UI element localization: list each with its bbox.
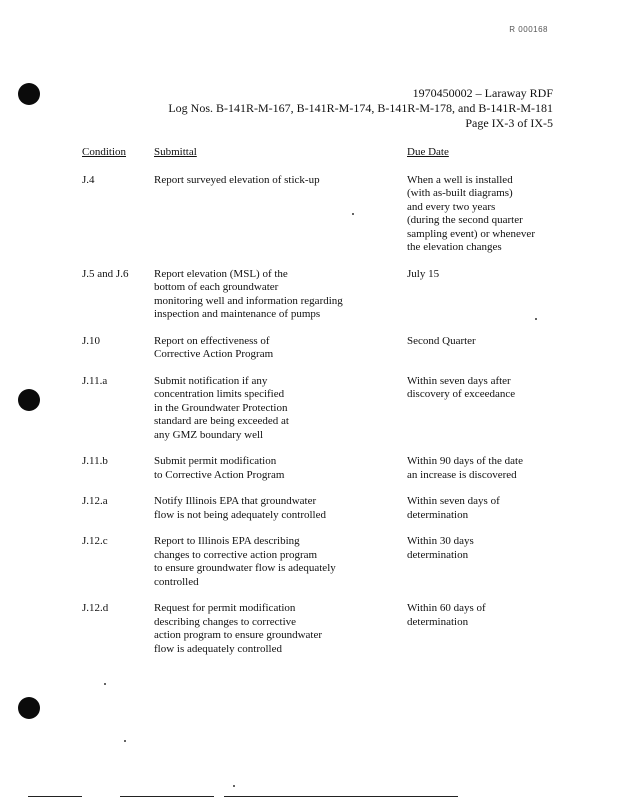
table-row <box>82 335 562 375</box>
scan-speck <box>352 213 354 215</box>
submittal-cell: Report to Illinois EPA describing changes to corrective action program to ensure groundwater flow is adequately controlled <box>154 535 336 588</box>
due-date-cell: Within 30 days determination <box>407 535 474 561</box>
condition-cell: J.11.b <box>82 455 108 467</box>
page-number: Page IX-3 of IX-5 <box>465 116 553 130</box>
table-row <box>82 174 562 268</box>
due-date-cell: Within seven days after discovery of exceedance <box>407 374 516 400</box>
due-date-cell: Within seven days of determination <box>407 495 500 521</box>
table-row <box>82 495 562 535</box>
scan-speck <box>124 740 126 742</box>
condition-cell: J.11.a <box>82 374 108 387</box>
submittal-cell: Request for permit modification describing changes to corrective action program to ensure groundwater flow is adequately controlled <box>154 602 322 655</box>
submittal-cell: Report elevation (MSL) of the bottom of each groundwater monitoring well and information regarding inspection and maintenance of pumps <box>154 267 343 320</box>
condition-cell: J.12.a <box>82 495 108 507</box>
submittal-cell: Notify Illinois EPA that groundwater flow is not being adequately controlled <box>154 495 326 521</box>
punch-hole-top <box>18 83 40 105</box>
scan-speck <box>535 318 537 320</box>
footer-rule-left <box>28 796 82 797</box>
due-date-cell: July 15 <box>407 267 440 280</box>
submittal-cell: Report on effectiveness of Corrective Action Program <box>154 334 274 360</box>
submittal-cell: Report surveyed elevation of stick-up <box>154 173 320 186</box>
condition-header: Condition <box>82 146 127 158</box>
due-date-cell: When a well is installed (with as-built diagrams) and every two years (during the second quarter sampling event) or whenever the elevation changes <box>407 173 535 253</box>
due-date-header: Due Date <box>407 146 449 158</box>
submittal-cell: Submit permit modification to Corrective Action Program <box>154 455 285 481</box>
condition-cell: J.10 <box>82 334 101 347</box>
scan-speck <box>233 785 235 787</box>
bates-stamp: R 000168 <box>509 25 548 34</box>
submittal-cell: Submit notification if any concentration limits specified in the Groundwater Protection standard are being exceeded at any GMZ boundary well <box>154 374 289 441</box>
condition-cell: J.5 and J.6 <box>82 267 129 280</box>
page-header <box>93 86 553 131</box>
table-row <box>82 268 562 335</box>
document-id: 1970450002 – Laraway RDF <box>412 86 553 100</box>
table-row <box>82 602 562 669</box>
condition-cell: J.12.c <box>82 535 108 547</box>
table-row <box>82 535 562 602</box>
scan-speck <box>104 683 106 685</box>
condition-cell: J.12.d <box>82 602 109 614</box>
punch-hole-middle <box>18 389 40 411</box>
log-numbers: Log Nos. B-141R-M-167, B-141R-M-174, B-141R-M-178, and B-141R-M-181 <box>168 101 553 115</box>
footer-rule-middle <box>120 796 214 797</box>
table-header-row <box>82 146 562 174</box>
due-date-cell: Within 60 days of determination <box>407 602 486 628</box>
table-row <box>82 375 562 456</box>
submittal-header: Submittal <box>154 146 197 158</box>
due-date-cell: Within 90 days of the date an increase is discovered <box>407 455 523 481</box>
submittal-schedule-table <box>82 146 562 669</box>
condition-cell: J.4 <box>82 173 95 186</box>
punch-hole-bottom <box>18 697 40 719</box>
footer-rule-right <box>224 796 458 797</box>
due-date-cell: Second Quarter <box>407 334 476 347</box>
table-row <box>82 455 562 495</box>
